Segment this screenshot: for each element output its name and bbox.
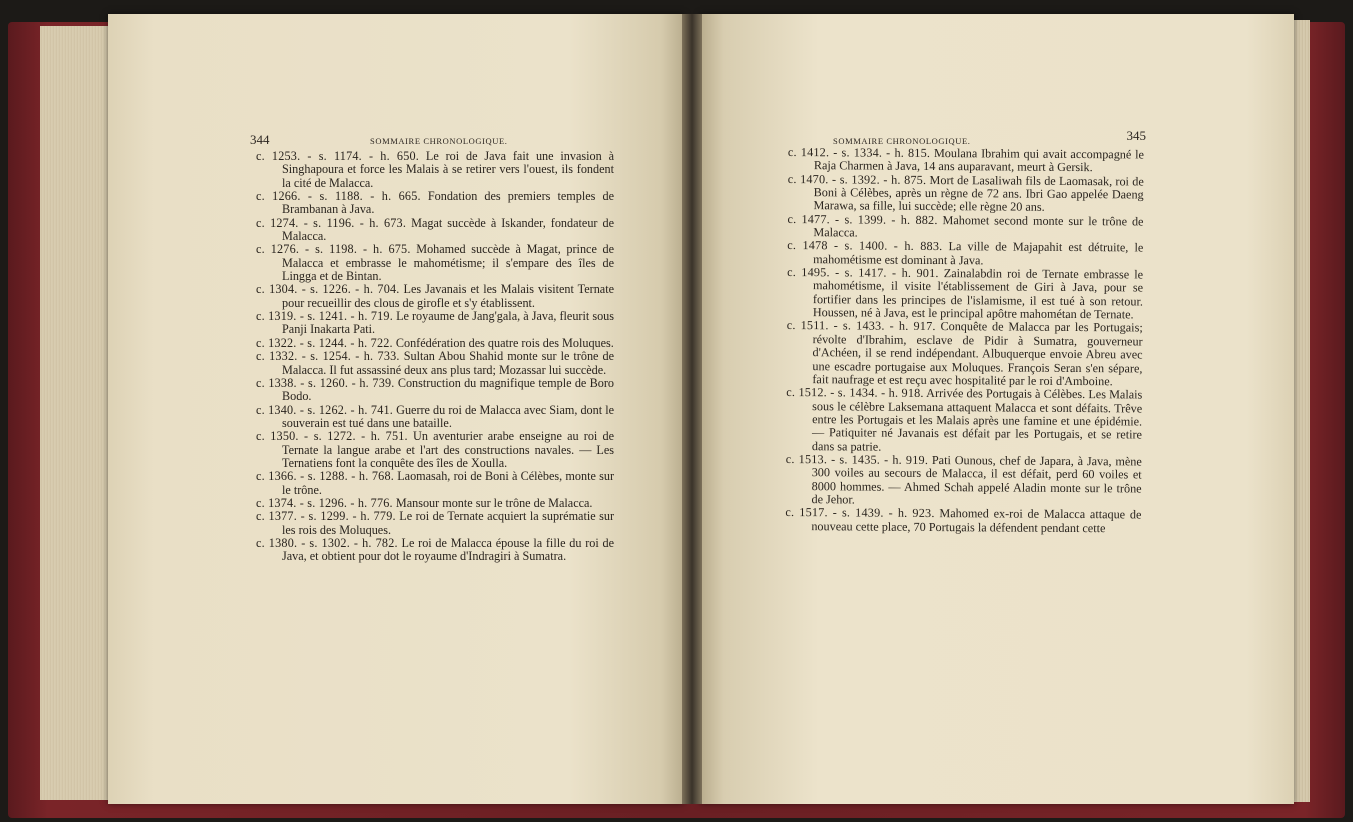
entry-text: Mahomet second monte sur le trône de Malacca. [813, 212, 1144, 240]
right-page-number: 345 [1126, 128, 1146, 143]
entry-date: c. 1374. - s. 1296. - h. 776. [256, 495, 393, 510]
chronology-entry [785, 506, 1141, 535]
chronology-entry [256, 243, 614, 283]
entry-date: c. 1513. - s. 1435. - h. 919. [785, 451, 929, 467]
chronology-entry [786, 319, 1142, 388]
entry-text: Conquête de Malacca par les Portugais; révolte d'Ibrahim, esclave de Pidir à Sumatra, gouverneur d'Achéen, il se rend indépendant. Albuquerque envoie Abreu avec une escadre portugaise aux Moluques. François Seran s'en sépare, fait naufrage et est reçu avec hospitalité par le roi d'Amboine. [812, 319, 1143, 389]
chronology-entry [256, 497, 614, 510]
chronology-entry [256, 283, 614, 310]
chronology-entry [787, 213, 1143, 242]
entry-text: Un aventurier arabe enseigne au roi de Ternate la langue arabe et l'art des constructions navales. — Les Ternatiens font la conquête des îles de Xoulla. [282, 429, 615, 470]
entry-date: c. 1366. - s. 1288. - h. 768. [256, 469, 394, 484]
entry-text: Guerre du roi de Malacca avec Siam, dont le souverain est tué dans une bataille. [282, 402, 615, 430]
entry-date: c. 1340. - s. 1262. - h. 741. [256, 402, 394, 417]
entry-text: La ville de Majapahit est détruite, le mahométisme est dominant à Java. [813, 239, 1144, 268]
left-page-header [250, 134, 612, 150]
entry-text: Mahomed ex-roi de Malacca attaque de nouveau cette place, 70 Portugais la défendent pendant cette [811, 506, 1142, 535]
entry-date: c. 1319. - s. 1241. - h. 719. [256, 309, 393, 324]
chronology-entry [256, 404, 614, 431]
entry-text: Mohamed succède à Magat, prince de Malacca et embrasse le mahométisme; il s'empare des îles de Lingga et de Bintan. [282, 242, 615, 284]
entry-text: Confédération des quatre rois des Moluques. [395, 335, 614, 350]
chronology-entry [256, 377, 614, 404]
entry-date: c. 1470. - s. 1392. - h. 875. [787, 171, 927, 187]
entry-date: c. 1274. - s. 1196. - h. 673. [256, 215, 407, 230]
right-page-text [785, 146, 1144, 535]
chronology-entry [787, 239, 1143, 268]
chronology-entry [785, 453, 1141, 509]
entry-text: Le roi de Java fait une invasion à Singhapoura et force les Malais à se retirer vers l'ouest, ils fondent la cité de Malacca. [282, 149, 614, 190]
chronology-entry [256, 150, 614, 190]
chronology-entry [788, 173, 1144, 216]
entry-text: Construction du magnifique temple de Boro Bodo. [282, 375, 614, 404]
entry-text: Les Javanais et les Malais visitent Ternate pour recueillir des clous de girofle et s'y établissent. [282, 282, 614, 310]
entry-text: Magat succède à Iskander, fondateur de Malacca. [282, 215, 614, 244]
entry-text: Laomasah, roi de Boni à Célèbes, monte sur le trône. [282, 469, 614, 497]
entry-date: c. 1266. - s. 1188. - h. 665. [256, 189, 421, 204]
entry-text: Le roi de Malacca épouse la fille du roi de Java, et obtient pour dot le royaume d'Indragiri à Sumatra. [282, 535, 614, 564]
chronology-entry [786, 386, 1142, 455]
entry-text: Arrivée des Portugais à Célèbes. Les Malais sous le célèbre Laksemana attaquent Malacca et sont défaits. Trêve entre les Portugais et les Malais après une famine et une épidémie. — Patiquiter né Javanais est défait par les Portugais, et se retire dans sa patrie. [811, 386, 1143, 454]
chronology-entry [256, 510, 614, 537]
entry-text: Pati Ounous, chef de Japara, à Java, mène 300 voiles au secours de Malacca, il est défait, perd 60 voiles et 8000 hommes. — Ahmed Schah appelé Aladin monte sur le trône de Jehor. [811, 452, 1142, 507]
entry-text: Mansour monte sur le trône de Malacca. [395, 495, 593, 510]
entry-date: c. 1338. - s. 1260. - h. 739. [256, 375, 395, 390]
entry-text: Sultan Abou Shahid monte sur le trône de Malacca. Il fut assassiné deux ans plus tard; Mozassar lui succède. [282, 349, 614, 377]
entry-date: c. 1304. - s. 1226. - h. 704. [256, 282, 400, 297]
entry-date: c. 1377. - s. 1299. - h. 779. [256, 509, 396, 524]
right-running-title: SOMMAIRE CHRONOLOGIQUE. [833, 136, 971, 146]
chronology-entry [256, 470, 614, 497]
entry-text: Le roi de Ternate acquiert la suprématie sur les rois des Moluques. [282, 509, 615, 537]
left-page-text [256, 150, 614, 564]
entry-text: Zainalabdin roi de Ternate embrasse le mahométisme, il visite l'établissement de Giri à Java, pour se fortifier dans les principes de l'islamisme, il est tué à son retour. Houssen, né à Java, est le principal apôtre mahométan de Ternate. [812, 266, 1144, 322]
left-running-title: SOMMAIRE CHRONOLOGIQUE. [370, 136, 508, 146]
chronology-entry [256, 217, 614, 244]
chronology-entry [256, 190, 614, 217]
entry-date: c. 1276. - s. 1198. - h. 675. [256, 242, 411, 257]
entry-text: Mort de Lasaliwah fils de Laomasak, roi de Boni à Célèbes, après un règne de 72 ans. Ibri Gao appelée Daeng Marawa, sa fille, lui succède; elle règne 20 ans. [813, 172, 1144, 215]
entry-date: c. 1332. - s. 1254. - h. 733. [256, 349, 400, 364]
entry-date: c. 1477. - s. 1399. - h. 882. [787, 211, 938, 227]
right-page-edges [1292, 20, 1310, 802]
entry-date: c. 1322. - s. 1244. - h. 722. [256, 335, 393, 350]
entry-text: Le royaume de Jang'gala, à Java, fleurit sous Panji Inakarta Pati. [282, 309, 614, 337]
entry-date: c. 1478 - s. 1400. - h. 883. [787, 238, 943, 254]
entry-text: Fondation des premiers temples de Brambanan à Java. [282, 189, 614, 217]
chronology-entry [256, 430, 614, 470]
entry-date: c. 1380. - s. 1302. - h. 782. [256, 535, 398, 550]
left-page-edges [40, 26, 110, 800]
entry-date: c. 1253. - s. 1174. - h. 650. [256, 149, 420, 163]
entry-text: Moulana Ibrahim qui avait accompagné le Raja Charmen à Java, 14 ans auparavant, meurt à Gersik. [813, 146, 1145, 175]
entry-date: c. 1350. - s. 1272. - h. 751. [256, 429, 408, 444]
entry-date: c. 1511. - s. 1433. - h. 917. [786, 318, 936, 334]
entry-date: c. 1512. - s. 1434. - h. 918. [786, 385, 924, 401]
entry-date: c. 1495. - s. 1417. - h. 901. [787, 265, 939, 281]
left-page-number: 344 [250, 132, 270, 147]
chronology-entry [787, 266, 1143, 322]
entry-date: c. 1412. - s. 1334. - h. 815. [787, 145, 931, 160]
entry-date: c. 1517. - s. 1439. - h. 923. [785, 505, 935, 521]
chronology-entry [256, 537, 614, 564]
chronology-entry [788, 146, 1144, 175]
book-gutter [682, 14, 702, 804]
chronology-entry [256, 350, 614, 377]
chronology-entry [256, 310, 614, 337]
chronology-entry [256, 337, 614, 350]
